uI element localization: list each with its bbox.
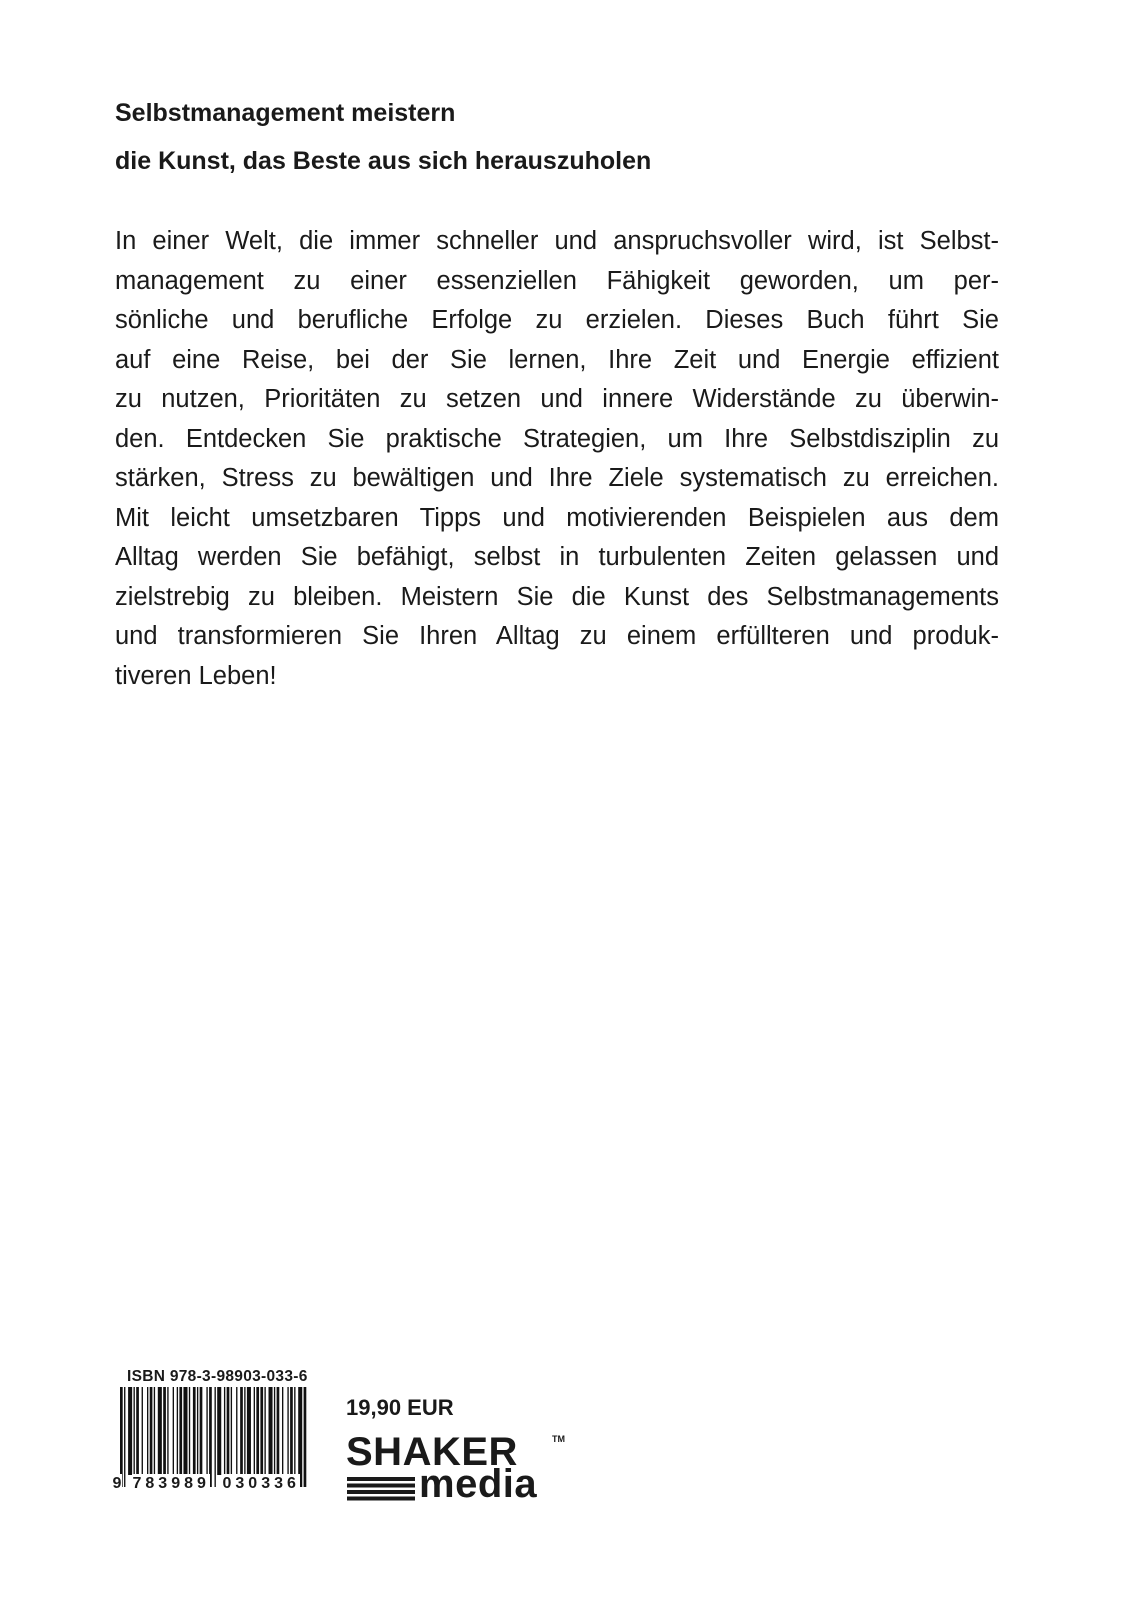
barcode-bar	[134, 1387, 135, 1475]
book-title: Selbstmanagement meistern	[115, 99, 456, 127]
barcode-bar	[150, 1387, 153, 1475]
barcode-bar	[244, 1387, 245, 1475]
barcode-bar	[224, 1387, 225, 1475]
barcode-bar	[231, 1387, 232, 1475]
barcode-bar	[274, 1387, 275, 1475]
blurb-line: management zu einer essenziellen Fähigkeit geworden, um per-	[115, 266, 999, 295]
barcode-bar	[189, 1387, 190, 1475]
blurb-line: auf eine Reise, bei der Sie lernen, Ihre Zeit und Energie effizient	[115, 345, 999, 374]
barcode-digits-right: 030336	[222, 1475, 300, 1492]
barcode-bar	[298, 1387, 302, 1487]
barcode-bar	[247, 1387, 251, 1475]
isbn-label: ISBN 978-3-98903-033-6	[127, 1368, 308, 1385]
barcode-bar	[197, 1387, 198, 1475]
barcode-bar	[215, 1387, 216, 1487]
barcode-bar	[282, 1387, 283, 1475]
blurb-line: und transformieren Sie Ihren Alltag zu einem erfüllteren und produk-	[115, 622, 999, 650]
barcode-bar	[256, 1387, 259, 1475]
barcode-bar	[209, 1387, 212, 1487]
publisher-logo	[344, 1430, 574, 1510]
barcode-bar	[179, 1387, 182, 1475]
barcode-bar	[128, 1387, 132, 1475]
barcode-bar	[200, 1387, 203, 1475]
barcode-bar	[217, 1387, 221, 1475]
barcode-bar	[227, 1387, 230, 1475]
barcode-bar	[193, 1387, 196, 1475]
barcode-bar	[236, 1387, 237, 1475]
blurb-line: stärken, Stress zu bewältigen und Ihre Ziele systematisch zu erreichen.	[115, 464, 999, 492]
barcode-bar	[167, 1387, 168, 1475]
barcode-digits-left: 783989	[132, 1475, 210, 1492]
barcode-bar	[163, 1387, 166, 1475]
barcode-bar	[173, 1387, 174, 1475]
trademark-mark: TM	[552, 1434, 565, 1444]
logo-stripes-icon	[347, 1477, 417, 1501]
barcode-bar	[136, 1387, 139, 1475]
barcode-bar	[290, 1387, 293, 1475]
blurb-line: tiveren Leben!	[115, 661, 277, 690]
barcode-bar	[269, 1387, 273, 1475]
barcode-bar	[277, 1387, 280, 1475]
barcode-bar	[183, 1387, 187, 1475]
blurb-line: zu nutzen, Prioritäten zu setzen und innere Widerstände zu überwin-	[115, 385, 999, 413]
barcode-bar	[154, 1387, 155, 1475]
blurb-line: Mit leicht umsetzbaren Tipps und motivierenden Beispielen aus dem	[115, 503, 999, 532]
barcode-bar	[287, 1387, 288, 1475]
barcode-bar	[294, 1387, 295, 1475]
barcode-bar	[124, 1387, 125, 1487]
barcode-bar	[177, 1387, 178, 1475]
barcode-bar	[147, 1387, 148, 1475]
blurb-line: In einer Welt, die immer schneller und anspruchsvoller wird, ist Selbst-	[115, 227, 999, 255]
barcode-bar	[142, 1387, 143, 1475]
book-subtitle: die Kunst, das Beste aus sich herauszuholen	[115, 147, 652, 175]
blurb-text	[115, 222, 999, 696]
barcode-bar	[260, 1387, 263, 1475]
blurb-line: Alltag werden Sie befähigt, selbst in turbulenten Zeiten gelassen und	[115, 543, 999, 571]
barcode-bar	[304, 1387, 307, 1487]
blurb-line: den. Entdecken Sie praktische Strategien, um Ihre Selbstdisziplin zu	[115, 424, 999, 453]
barcode-bar	[264, 1387, 265, 1475]
barcode-digit-lead: 9	[112, 1475, 122, 1492]
barcode	[112, 1387, 308, 1487]
publisher-name-top: SHAKER	[346, 1430, 518, 1474]
blurb-line: sönliche und berufliche Erfolge zu erzielen. Dieses Buch führt Sie	[115, 306, 999, 334]
barcode-bar	[158, 1387, 162, 1475]
blurb-line: zielstrebig zu bleiben. Meistern Sie die Kunst des Selbstmanagements	[115, 582, 999, 611]
barcode-bar	[240, 1387, 243, 1475]
barcode-digits	[112, 1474, 308, 1504]
publisher-name-bottom: media	[419, 1462, 538, 1506]
price-label: 19,90 EUR	[346, 1395, 454, 1420]
barcode-bar	[254, 1387, 255, 1475]
barcode-bar	[206, 1387, 207, 1475]
barcode-bar	[120, 1387, 123, 1487]
